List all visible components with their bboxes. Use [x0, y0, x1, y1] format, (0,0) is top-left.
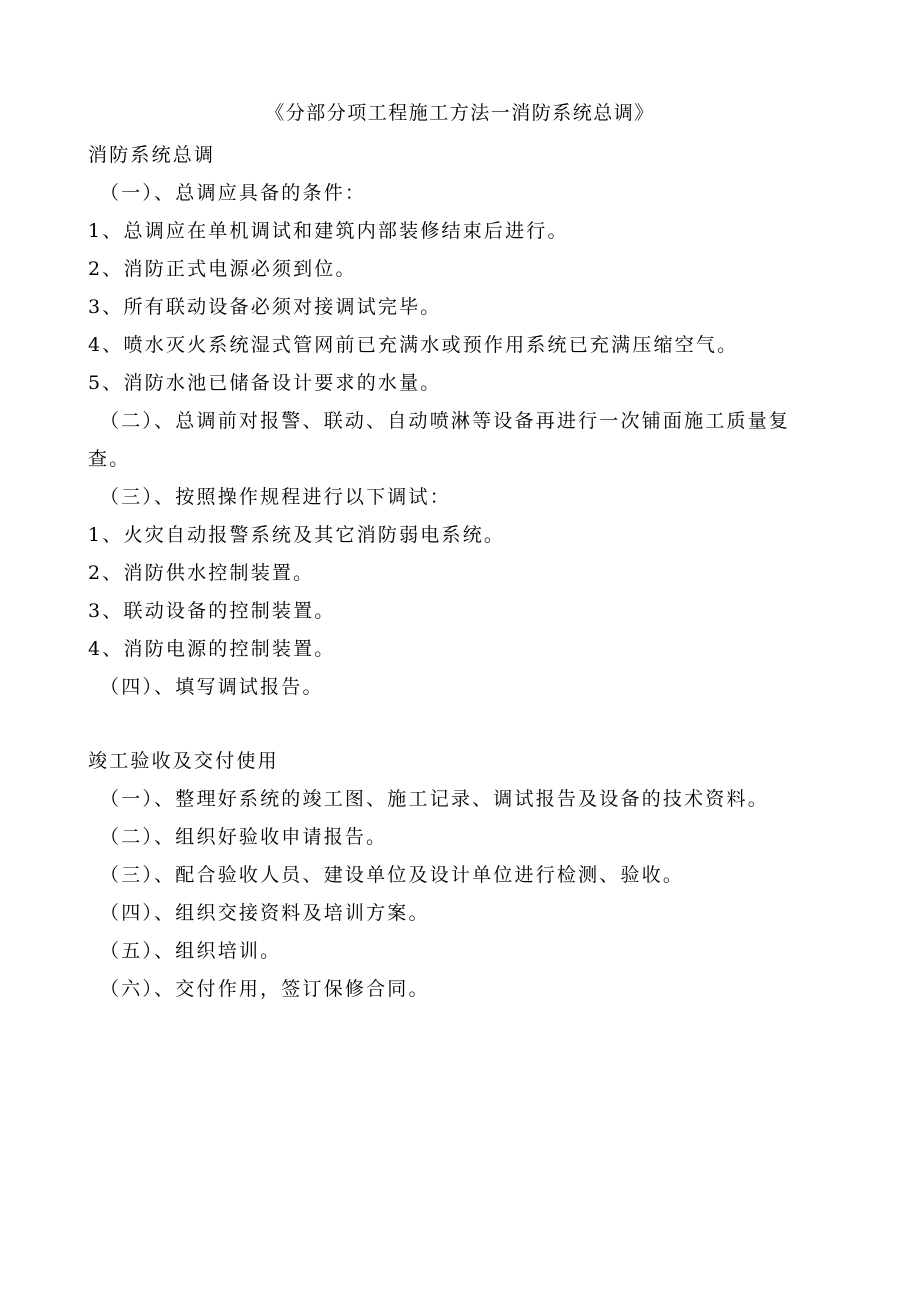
- handover-item: （四）、组织交接资料及培训方案。: [100, 902, 430, 924]
- section-heading-acceptance-and-handover: 竣工验收及交付使用: [88, 750, 279, 772]
- section-heading-fire-system-commissioning: 消防系统总调: [88, 144, 216, 166]
- test-item: 4、消防电源的控制装置。: [88, 638, 336, 660]
- condition-item: 4、喷水灭火系统湿式管网前已充满水或预作用系统已充满压缩空气。: [88, 334, 739, 356]
- test-item: 1、火灾自动报警系统及其它消防弱电系统。: [88, 524, 506, 546]
- handover-item: （三）、配合验收人员、建设单位及设计单位进行检测、验收。: [100, 864, 685, 886]
- condition-item: 2、消防正式电源必须到位。: [88, 258, 357, 280]
- condition-item: 5、消防水池已储备设计要求的水量。: [88, 372, 442, 394]
- part-1-title: （一）、总调应具备的条件：: [100, 182, 367, 204]
- part-4-line: （四）、填写调试报告。: [100, 676, 324, 698]
- document-title: 《分部分项工程施工方法一消防系统总调》: [265, 102, 655, 124]
- handover-item: （五）、组织培训。: [100, 940, 282, 962]
- condition-item: 1、总调应在单机调试和建筑内部装修结束后进行。: [88, 220, 569, 242]
- part-3-title: （三）、按照操作规程进行以下调试：: [100, 486, 451, 508]
- handover-item: （一）、整理好系统的竣工图、施工记录、调试报告及设备的技术资料。: [100, 788, 769, 810]
- part-2-paragraph: （二）、总调前对报警、联动、自动喷淋等设备再进行一次铺面施工质量复查。: [88, 410, 791, 470]
- handover-item: （二）、组织好验收申请报告。: [100, 826, 388, 848]
- condition-item: 3、所有联动设备必须对接调试完毕。: [88, 296, 442, 318]
- test-item: 3、联动设备的控制装置。: [88, 600, 336, 622]
- test-item: 2、消防供水控制装置。: [88, 562, 315, 584]
- handover-item: （六）、交付作用，签订保修合同。: [100, 978, 430, 1000]
